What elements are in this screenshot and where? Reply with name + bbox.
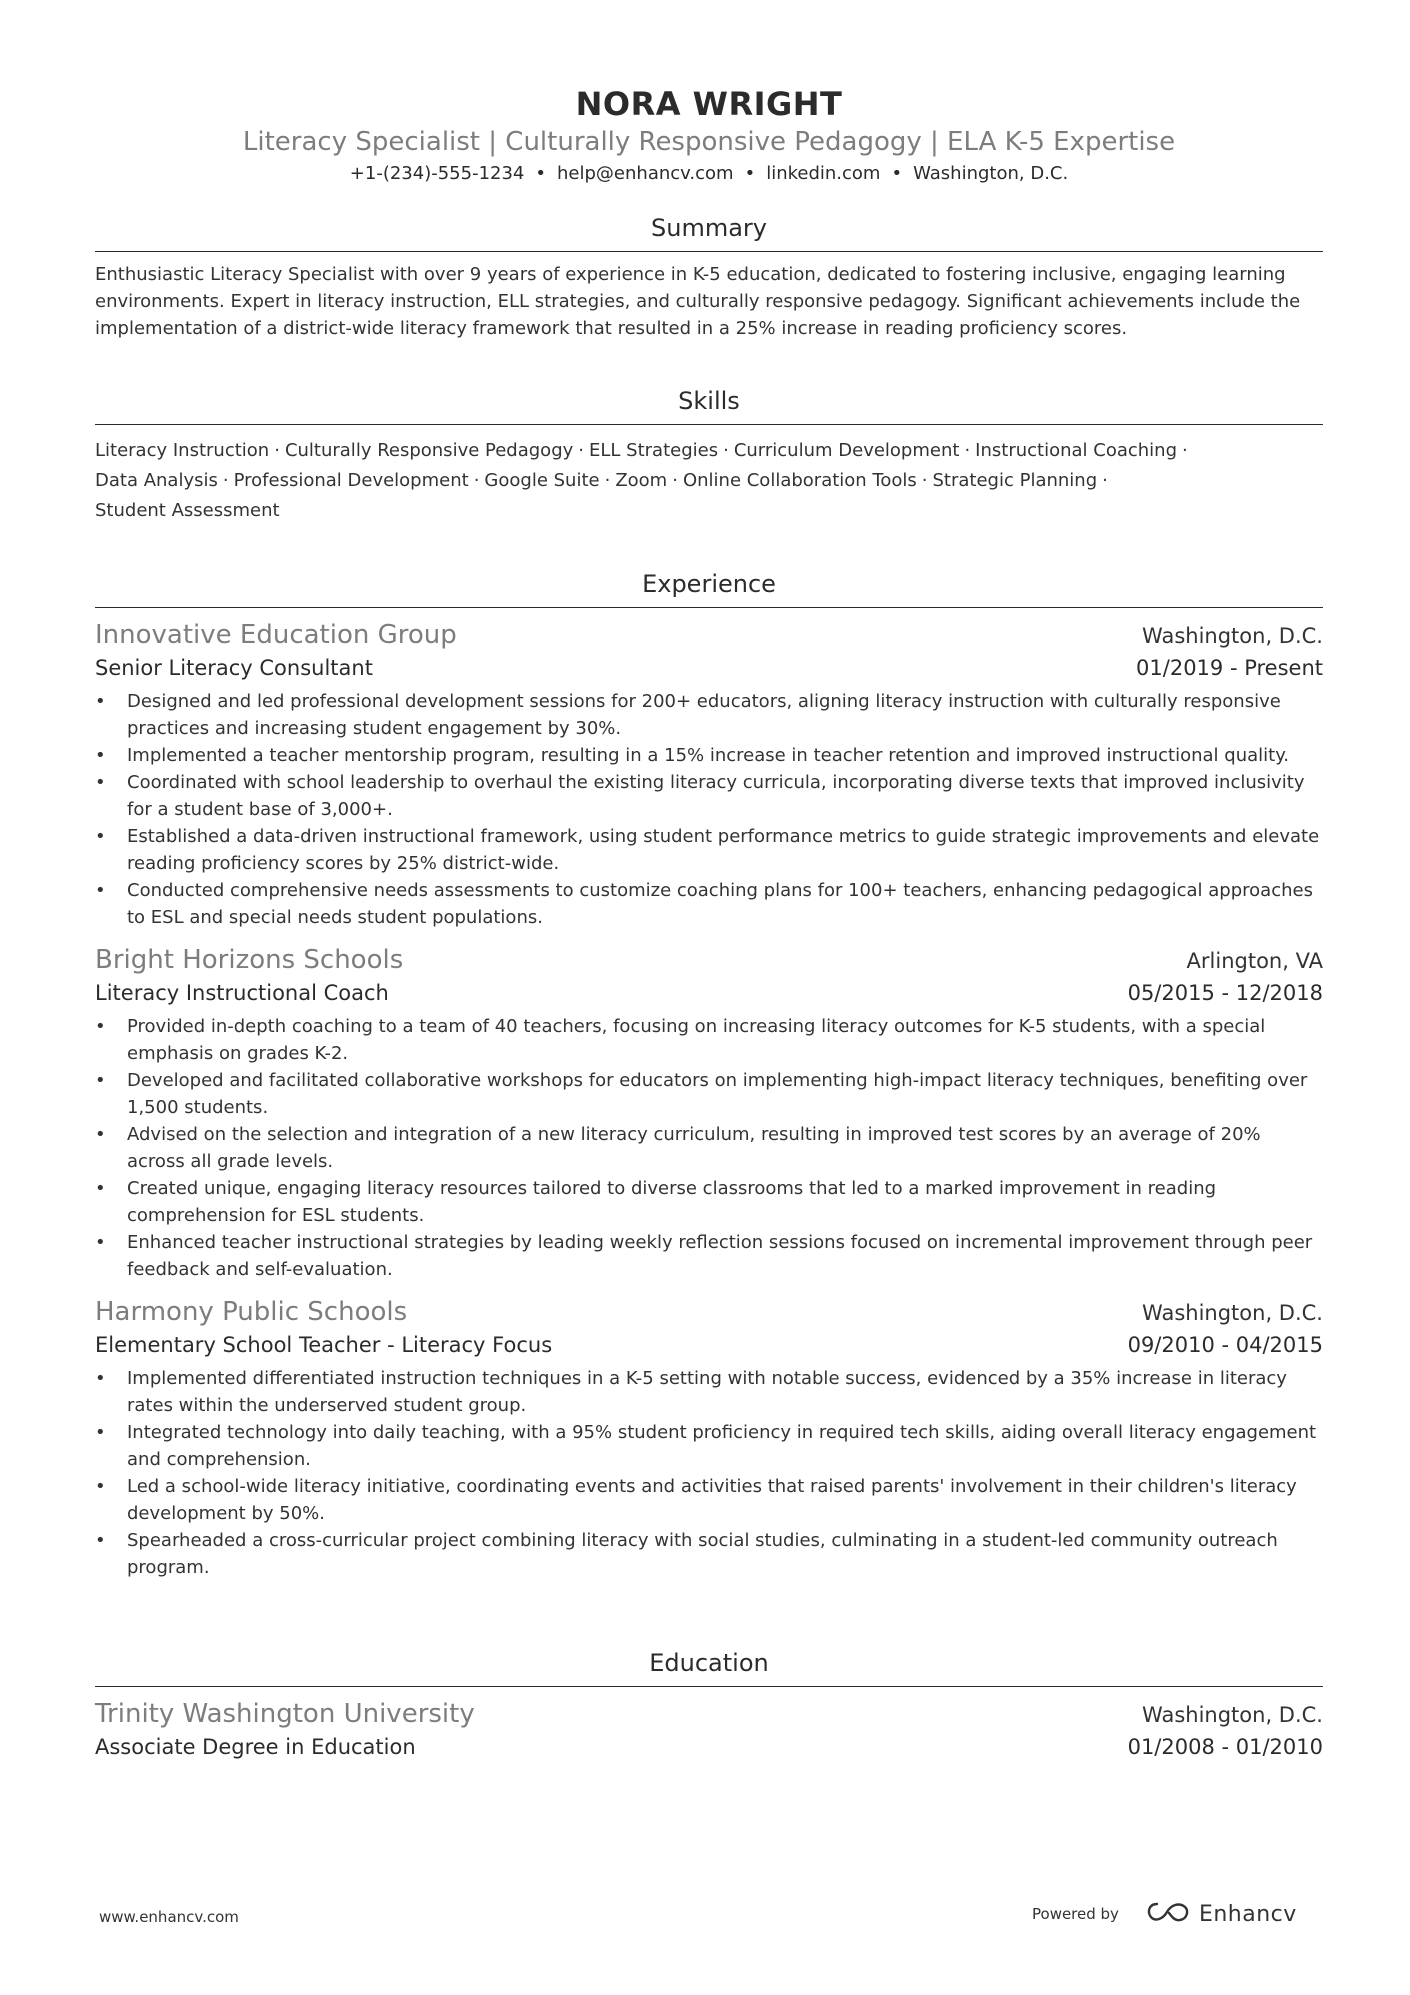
brand-name: Enhancv: [1198, 1901, 1297, 1927]
job-entry: [95, 618, 1323, 931]
skill-item: Google Suite: [484, 470, 600, 491]
enhancv-logo-icon: [1145, 1900, 1191, 1928]
candidate-title: Literacy Specialist | Culturally Responsive Pedagogy | ELA K-5 Expertise: [242, 127, 1176, 157]
company-name: Harmony Public Schools: [95, 1297, 408, 1327]
contact-separator: •: [535, 163, 547, 184]
skill-item: Student Assessment: [95, 500, 280, 521]
skills-section: [95, 384, 1323, 526]
summary-section: [95, 211, 1323, 342]
list-item: • Conducted comprehensive needs assessments to customize coaching plans for 100+ teachers, enhancing pedagogical approaches to ESL and special needs student populations.: [95, 880, 1313, 928]
school-location: Washington, D.C.: [1142, 1703, 1323, 1727]
job-location: Arlington, VA: [1186, 949, 1323, 973]
job-dates: 09/2010 - 04/2015: [1127, 1333, 1323, 1357]
list-item: • Integrated technology into daily teaching, with a 95% student proficiency in required tech skills, aiding overall literacy engagement and comprehension.: [95, 1422, 1317, 1470]
linkedin-link[interactable]: linkedin.com: [766, 163, 881, 184]
experience-heading: Experience: [95, 567, 1323, 608]
job-location: Washington, D.C.: [1142, 624, 1323, 648]
list-item: • Enhanced teacher instructional strategies by leading weekly reflection sessions focused on incremental improvement through peer feedback and self-evaluation.: [95, 1232, 1313, 1280]
skill-item: Curriculum Development: [733, 440, 960, 461]
list-item: • Led a school-wide literacy initiative, coordinating events and activities that raised parents' involvement in their children's literacy development by 50%.: [95, 1476, 1297, 1524]
location: Washington, D.C.: [913, 163, 1069, 184]
school-name: Trinity Washington University: [95, 1699, 475, 1729]
company-name: Innovative Education Group: [95, 620, 457, 650]
education-heading: Education: [95, 1646, 1323, 1687]
skill-item: Zoom: [615, 470, 668, 491]
contact-separator: •: [744, 163, 756, 184]
experience-section: [95, 567, 1323, 1581]
job-entry: [95, 943, 1323, 1283]
job-dates: 05/2015 - 12/2018: [1127, 981, 1323, 1005]
skill-item: Strategic Planning: [932, 470, 1098, 491]
job-role: Elementary School Teacher - Literacy Focus: [95, 1333, 553, 1357]
list-item: • Implemented differentiated instruction techniques in a K-5 setting with notable success, evidenced by a 35% increase in literacy rates within the underserved student group.: [95, 1368, 1287, 1416]
phone: +1-(234)-555-1234: [349, 163, 525, 184]
skill-item: Literacy Instruction: [95, 440, 270, 461]
job-role: Literacy Instructional Coach: [95, 981, 389, 1005]
candidate-name: NORA WRIGHT: [575, 85, 843, 123]
job-bullets: [95, 688, 1323, 931]
job-location: Washington, D.C.: [1142, 1301, 1323, 1325]
resume-header: [95, 84, 1323, 187]
skills-heading: Skills: [95, 384, 1323, 425]
powered-by-label: Powered by: [1032, 1905, 1119, 1923]
skill-item: Professional Development: [233, 470, 469, 491]
list-item: • Created unique, engaging literacy resources tailored to diverse classrooms that led to a marked improvement in reading comprehension for ESL students.: [95, 1178, 1217, 1226]
contact-line: [95, 161, 1323, 187]
list-item: • Designed and led professional development sessions for 200+ educators, aligning literacy instruction with culturally responsive practices and increasing student engagement by 30%.: [95, 691, 1281, 739]
powered-by[interactable]: [1032, 1900, 1297, 1928]
list-item: • Provided in-depth coaching to a team of 40 teachers, focusing on increasing literacy outcomes for K-5 students, with a special emphasis on grades K-2.: [95, 1016, 1266, 1064]
skill-item: ELL Strategies: [589, 440, 719, 461]
education-dates: 01/2008 - 01/2010: [1127, 1735, 1323, 1759]
resume-page: [95, 0, 1323, 1759]
list-item: • Advised on the selection and integration of a new literacy curriculum, resulting in improved test scores by an average of 20% across all grade levels.: [95, 1124, 1261, 1172]
job-dates: 01/2019 - Present: [1136, 656, 1323, 680]
education-entry: [95, 1697, 1323, 1763]
skill-item: Instructional Coaching: [975, 440, 1178, 461]
skill-item: Culturally Responsive Pedagogy: [284, 440, 574, 461]
job-entry: [95, 1295, 1323, 1581]
email-link[interactable]: help@enhancv.com: [557, 163, 734, 184]
list-item: • Implemented a teacher mentorship program, resulting in a 15% increase in teacher retention and improved instructional quality.: [95, 745, 1290, 766]
skills-list: Literacy Instruction · Culturally Responsive Pedagogy · ELL Strategies · Curriculum Development · Instructional Coaching · Data Analysis · Professional Development · Google Suite · Zoom · Online Collaboration Tools · Strategic Planning · Student Assessment: [95, 440, 1188, 521]
company-name: Bright Horizons Schools: [95, 945, 404, 975]
education-section: [95, 1646, 1323, 1763]
degree: Associate Degree in Education: [95, 1735, 416, 1759]
website-link[interactable]: www.enhancv.com: [99, 1908, 239, 1926]
skill-item: Online Collaboration Tools: [682, 470, 917, 491]
list-item: • Spearheaded a cross-curricular project combining literacy with social studies, culminating in a student-led community outreach program.: [95, 1530, 1278, 1578]
summary-heading: Summary: [95, 211, 1323, 252]
list-item: • Coordinated with school leadership to overhaul the existing literacy curricula, incorporating diverse texts that improved inclusivity for a student base of 3,000+.: [95, 772, 1305, 820]
skill-item: Data Analysis: [95, 470, 218, 491]
summary-text: Enthusiastic Literacy Specialist with over 9 years of experience in K-5 education, dedicated to fostering inclusive, engaging learning environments. Expert in literacy instruction, ELL strategies, and culturally responsive pedagogy. Significant achievements include the implementation of a district-wide literacy framework that resulted in a 25% increase in reading proficiency scores.: [95, 264, 1301, 339]
job-bullets: [95, 1013, 1323, 1283]
list-item: • Established a data-driven instructional framework, using student performance metrics to guide strategic improvements and elevate reading proficiency scores by 25% district-wide.: [95, 826, 1320, 874]
list-item: • Developed and facilitated collaborative workshops for educators on implementing high-impact literacy techniques, benefiting over 1,500 students.: [95, 1070, 1308, 1118]
job-bullets: [95, 1365, 1323, 1581]
contact-separator: •: [891, 163, 903, 184]
job-role: Senior Literacy Consultant: [95, 656, 373, 680]
